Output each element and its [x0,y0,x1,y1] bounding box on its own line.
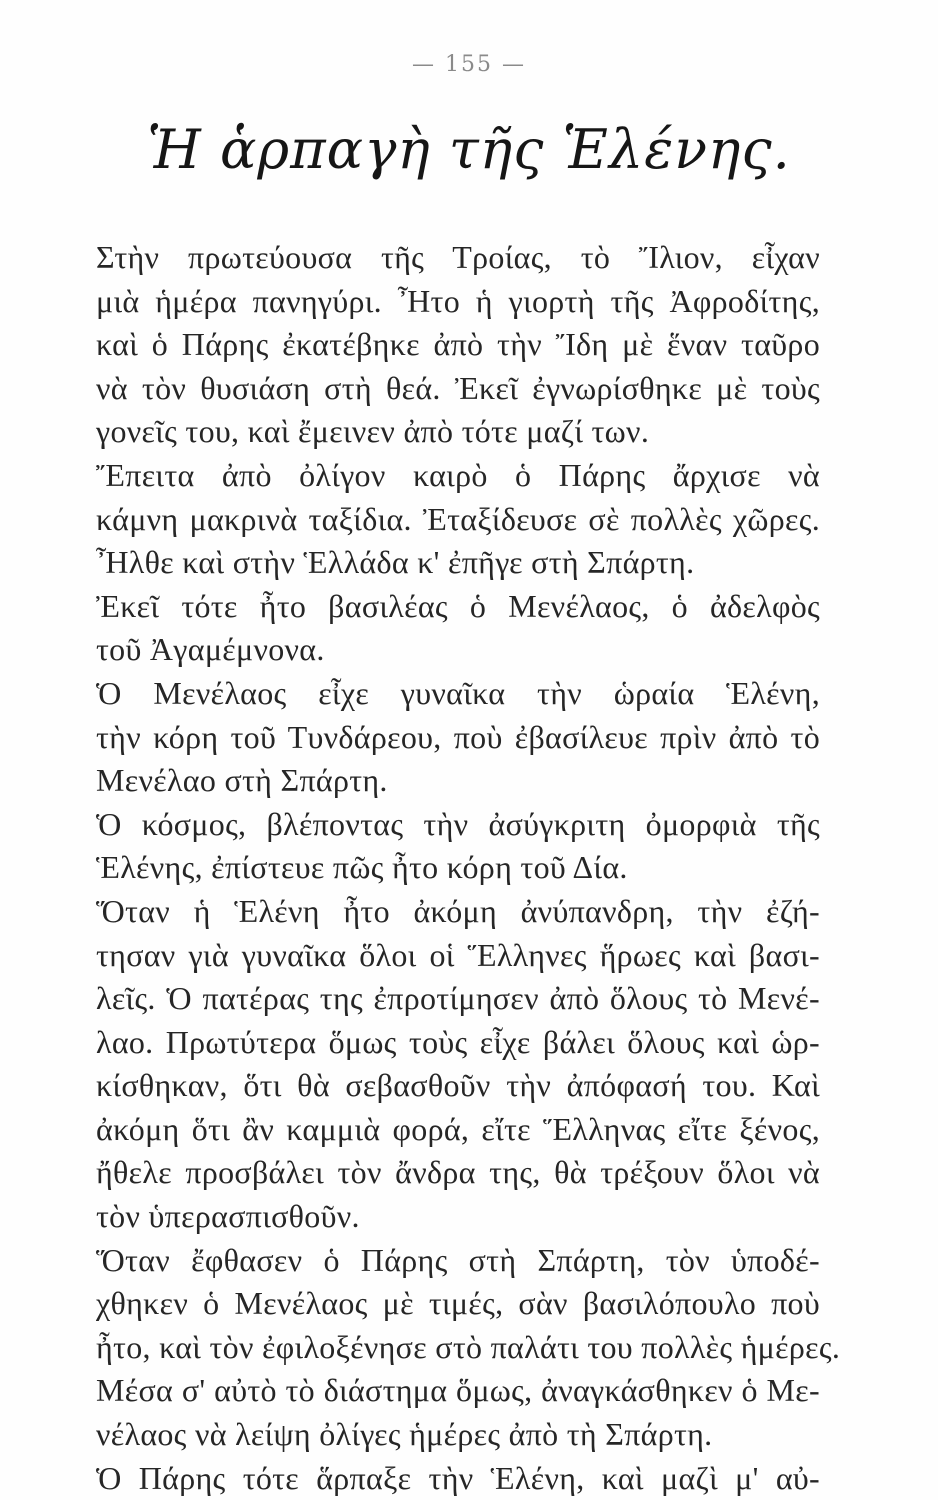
text-line: καὶ ὁ Πάρης ἐκατέβηκε ἀπὸ τὴν Ἴδη μὲ ἕναν ταῦρο [96,326,820,363]
text-line: ἤθελε προσβάλει τὸν ἄνδρα της, θὰ τρέξουν ὅλοι νὰ [96,1154,820,1191]
text-line: τὴν κόρη τοῦ Τυνδάρεου, ποὺ ἐβασίλευε πρὶν ἀπὸ τὸ [96,718,820,755]
text-line: γονεῖς του, καὶ ἔμεινεν ἀπὸ τότε μαζί των. [96,413,650,450]
text-line: Ὁ Μενέλαος εἶχε γυναῖκα τὴν ὡραία Ἑλένη, [96,674,820,711]
text-line: λεῖς. Ὁ πατέρας της ἐπροτίμησεν ἀπὸ ὅλους τὸ Μενέ- [96,980,820,1017]
page-number: — 155 — [412,52,526,77]
text-line: κάμνη μακρινὰ ταξίδια. Ἐταξίδευσε σὲ πολλὲς χῶρες. [96,500,820,537]
text-line: Ἑλένης, ἐπίστευε πῶς ἦτο κόρη τοῦ Δία. [96,849,628,886]
text-line: Ἐκεῖ τότε ἦτο βασιλέας ὁ Μενέλαος, ὁ ἀδελφὸς [96,587,820,624]
text-line: λαο. Πρωτύτερα ὅμως τοὺς εἶχε βάλει ὅλους καὶ ὡρ- [96,1023,820,1060]
text-line: νέλαος νὰ λείψη ὀλίγες ἡμέρες ἀπὸ τὴ Σπάρτη. [96,1416,713,1453]
text-line: χθηκεν ὁ Μενέλαος μὲ τιμές, σὰν βασιλόπουλο ποὺ [96,1285,820,1322]
text-line: νὰ τὸν θυσιάση στὴ θεά. Ἐκεῖ ἐγνωρίσθηκε μὲ τοὺς [96,369,820,406]
text-line: Μέσα σ' αὐτὸ τὸ διάστημα ὅμως, ἀναγκάσθηκεν ὁ Με- [96,1372,820,1409]
text-line: κίσθηκαν, ὅτι θὰ σεβασθοῦν τὴν ἀπόφασή του. Καὶ [96,1067,820,1104]
text-line: Ὅταν ἡ Ἑλένη ἦτο ἀκόμη ἀνύπανδρη, τὴν ἐζή- [96,892,820,929]
text-line: Μενέλαο στὴ Σπάρτη. [96,762,388,799]
text-line: μιὰ ἡμέρα πανηγύρι. Ἦτο ἡ γιορτὴ τῆς Ἀφροδίτης, [96,282,820,319]
chapter-title: Ἡ ἁρπαγὴ τῆς Ἑλένης. [147,118,791,181]
text-line: Ὁ κόσμος, βλέποντας τὴν ἀσύγκριτη ὀμορφιὰ τῆς [96,805,820,842]
text-line: ἀκόμη ὅτι ἂν καμμιὰ φορά, εἴτε Ἕλληνας εἴτε ξένος, [96,1110,820,1147]
text-line: τοῦ Ἀγαμέμνονα. [96,631,325,668]
text-line: Ὁ Πάρης τότε ἅρπαξε τὴν Ἑλένη, καὶ μαζὶ μ' αὐ- [96,1459,820,1496]
text-line: τὸν ὑπερασπισθοῦν. [96,1198,360,1235]
text-line: Ἦλθε καὶ στὴν Ἑλλάδα κ' ἐπῆγε στὴ Σπάρτη. [96,544,695,581]
text-line: τησαν γιὰ γυναῖκα ὅλοι οἱ Ἕλληνες ἥρωες καὶ βασι- [96,936,820,973]
text-line: ἦτο, καὶ τὸν ἐφιλοξένησε στὸ παλάτι του πολλὲς ἡμέρες. [96,1328,841,1365]
text-line: Ἔπειτα ἀπὸ ὀλίγον καιρὸ ὁ Πάρης ἄρχισε νὰ [96,456,820,493]
text-line: Στὴν πρωτεύουσα τῆς Τροίας, τὸ Ἴλιον, εἶχαν [96,239,820,275]
body-text [96,236,841,1500]
text-line: Ὅταν ἔφθασεν ὁ Πάρης στὴ Σπάρτη, τὸν ὑποδέ- [96,1241,820,1278]
